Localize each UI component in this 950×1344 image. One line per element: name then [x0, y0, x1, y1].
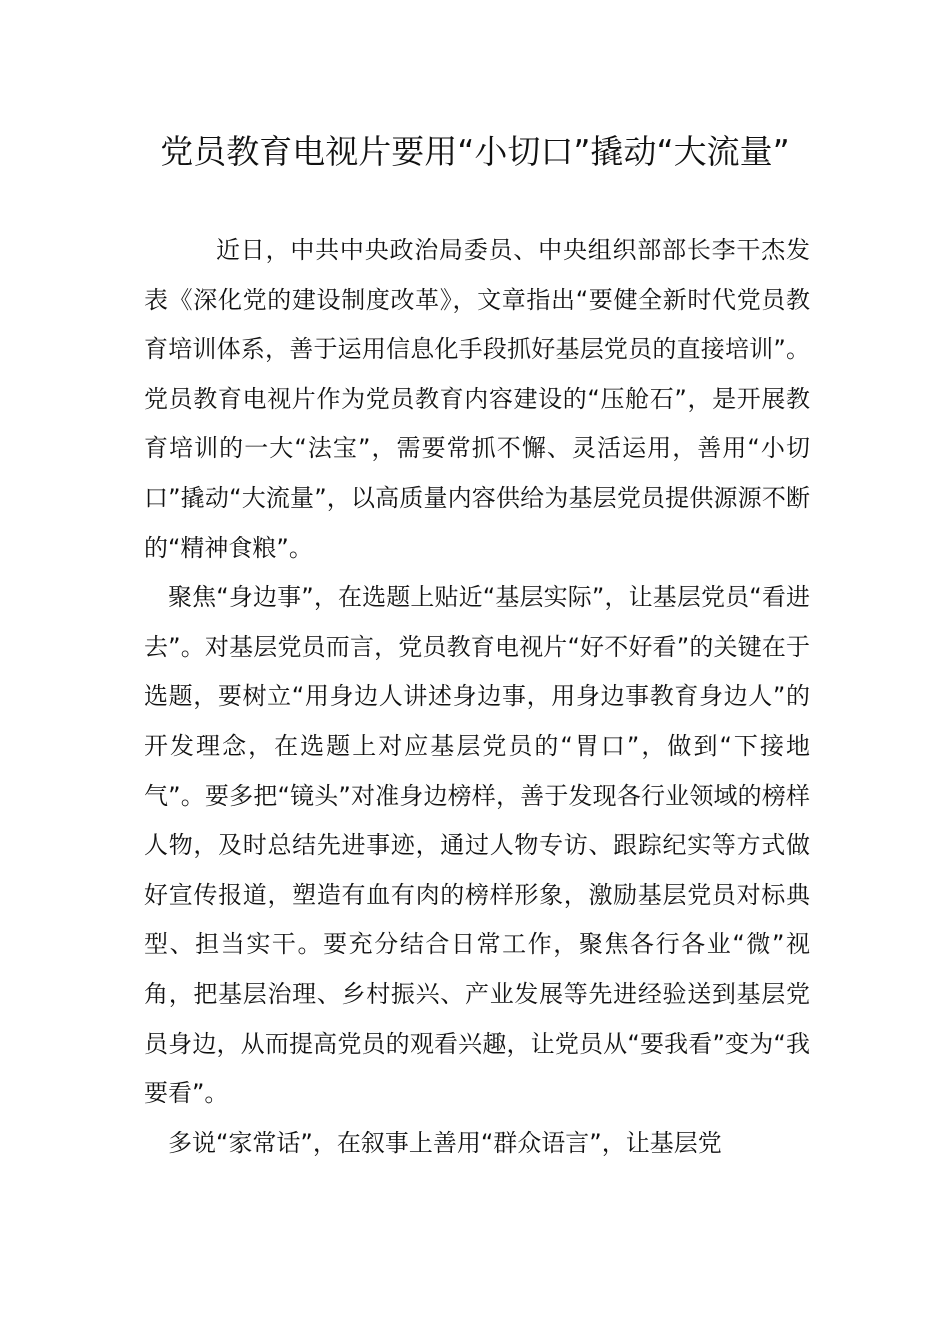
- paragraph-narrative: 多说“家常话”，在叙事上善用“群众语言”，让基层党: [168, 1128, 722, 1157]
- paragraph-topic-selection: 聚焦“身边事”，在选题上贴近“基层实际”，让基层党员“看进去”。对基层党员而言，党员教育电视片“好不好看”的关键在于选题，要树立“用身边人讲述身边事，用身边事教育身边人”的开发理念，在选题上对应基层党员的“胃口”，做到“下接地气”。要多把“镜头”对准身边榜样，善于发现各行业领域的榜样人物，及时总结先进事迹，通过人物专访、跟踪纪实等方式做好宣传报道，塑造有血有肉的榜样形象，激励基层党员对标典型、担当实干。要充分结合日常工作，聚焦各行各业“微”视角，把基层治理、乡村振兴、产业发展等先进经验送到基层党员身边，从而提高党员的观看兴趣，让党员从“要我看”变为“我要看”。: [144, 583, 810, 1108]
- document-body: [144, 226, 810, 1168]
- paragraph-intro: 近日，中共中央政治局委员、中央组织部部长李干杰发表《深化党的建设制度改革》，文章指出“要健全新时代党员教育培训体系，善于运用信息化手段抓好基层党员的直接培训”。党员教育电视片作为党员教育内容建设的“压舱石”，是开展教育培训的一大“法宝”，需要常抓不懈、灵活运用，善用“小切口”撬动“大流量”，以高质量内容供给为基层党员提供源源不断的“精神食粮”。: [144, 236, 810, 562]
- document-title: 党员教育电视片要用“小切口”撬动“大流量”: [160, 132, 790, 171]
